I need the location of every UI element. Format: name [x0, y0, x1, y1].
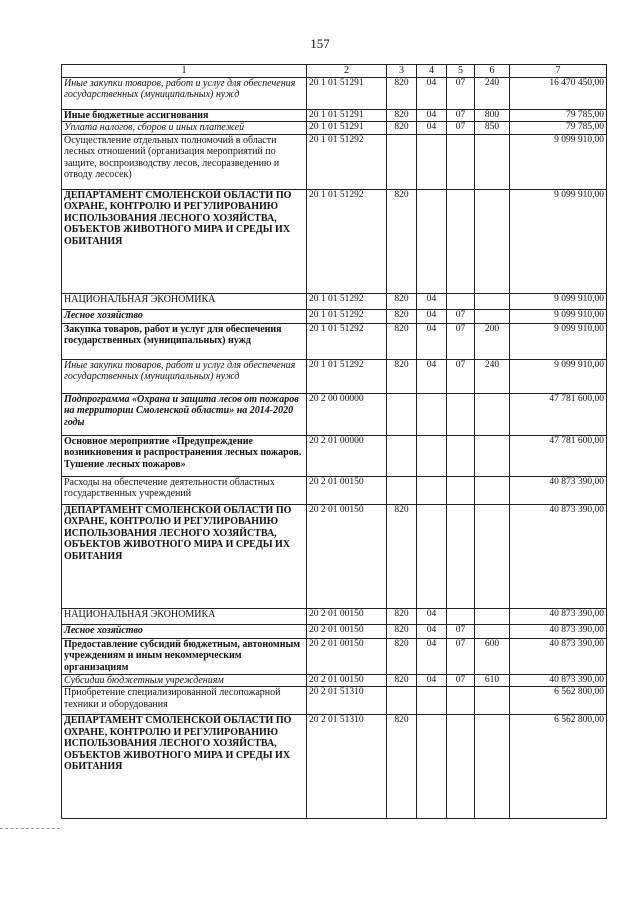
expense-type-code	[475, 687, 510, 715]
subsection-code: 07	[447, 323, 475, 359]
expense-type-code: 240	[475, 77, 510, 109]
department-code: 820	[387, 293, 417, 309]
row-name: Приобретение специализированной лесопожарной техники и оборудования	[62, 687, 307, 715]
amount: 79 785,00	[510, 109, 607, 122]
expense-type-code: 610	[475, 674, 510, 687]
row-name: Иные бюджетные ассигнования	[62, 109, 307, 122]
table-row	[62, 293, 607, 309]
table-row	[62, 309, 607, 323]
expense-type-code	[475, 393, 510, 435]
expense-type-code: 850	[475, 122, 510, 135]
expense-type-code	[475, 435, 510, 476]
subsection-code: 07	[447, 309, 475, 323]
target-article-code: 20 2 01 00150	[307, 608, 387, 624]
row-name: Иные закупки товаров, работ и услуг для обеспечения государственных (муниципальных) нужд	[62, 359, 307, 393]
section-code	[417, 504, 447, 608]
amount: 40 873 390,00	[510, 624, 607, 638]
row-name: ДЕПАРТАМЕНТ СМОЛЕНСКОЙ ОБЛАСТИ ПО ОХРАНЕ, КОНТРОЛЮ И РЕГУЛИРОВАНИЮ ИСПОЛЬЗОВАНИЯ ЛЕСНОГО ХОЗЯЙСТВА, ОБЪЕКТОВ ЖИВОТНОГО МИРА И СРЕДЫ ИХ ОБИТАНИЯ	[62, 189, 307, 293]
table-row	[62, 109, 607, 122]
column-header: 6	[475, 65, 510, 78]
table-row	[62, 359, 607, 393]
target-article-code: 20 1 01 51292	[307, 293, 387, 309]
target-article-code: 20 1 01 51292	[307, 359, 387, 393]
table-row	[62, 77, 607, 109]
department-code: 820	[387, 323, 417, 359]
subsection-code: 07	[447, 359, 475, 393]
row-name: НАЦИОНАЛЬНАЯ ЭКОНОМИКА	[62, 608, 307, 624]
target-article-code: 20 1 01 51291	[307, 109, 387, 122]
amount: 40 873 390,00	[510, 674, 607, 687]
subsection-code: 07	[447, 674, 475, 687]
department-code: 820	[387, 608, 417, 624]
target-article-code: 20 2 01 51310	[307, 715, 387, 819]
column-header: 3	[387, 65, 417, 78]
column-header: 5	[447, 65, 475, 78]
amount: 6 562 800,00	[510, 687, 607, 715]
section-code	[417, 393, 447, 435]
department-code: 820	[387, 77, 417, 109]
section-code: 04	[417, 608, 447, 624]
department-code: 820	[387, 359, 417, 393]
amount: 47 781 600,00	[510, 393, 607, 435]
section-code: 04	[417, 293, 447, 309]
target-article-code: 20 2 01 00150	[307, 504, 387, 608]
row-name: ДЕПАРТАМЕНТ СМОЛЕНСКОЙ ОБЛАСТИ ПО ОХРАНЕ, КОНТРОЛЮ И РЕГУЛИРОВАНИЮ ИСПОЛЬЗОВАНИЯ ЛЕСНОГО ХОЗЯЙСТВА, ОБЪЕКТОВ ЖИВОТНОГО МИРА И СРЕДЫ ИХ ОБИТАНИЯ	[62, 504, 307, 608]
table-row	[62, 435, 607, 476]
expense-type-code	[475, 624, 510, 638]
section-code: 04	[417, 624, 447, 638]
section-code	[417, 687, 447, 715]
amount: 9 099 910,00	[510, 189, 607, 293]
subsection-code	[447, 476, 475, 504]
section-code: 04	[417, 323, 447, 359]
subsection-code	[447, 293, 475, 309]
row-name: Основное мероприятие «Предупреждение возникновения и распространения лесных пожаров. Тушение лесных пожаров»	[62, 435, 307, 476]
section-code	[417, 189, 447, 293]
department-code: 820	[387, 109, 417, 122]
department-code: 820	[387, 309, 417, 323]
column-header: 4	[417, 65, 447, 78]
target-article-code: 20 1 01 51291	[307, 122, 387, 135]
department-code: 820	[387, 189, 417, 293]
amount: 40 873 390,00	[510, 638, 607, 674]
row-name: Уплата налогов, сборов и иных платежей	[62, 122, 307, 135]
expense-type-code	[475, 293, 510, 309]
subsection-code	[447, 134, 475, 189]
row-name: Подпрограмма «Охрана и защита лесов от пожаров на территории Смоленской области» на 2014-2020 годы	[62, 393, 307, 435]
department-code: 820	[387, 715, 417, 819]
amount: 9 099 910,00	[510, 359, 607, 393]
table-row	[62, 687, 607, 715]
section-code	[417, 476, 447, 504]
table-row	[62, 638, 607, 674]
row-name: Иные закупки товаров, работ и услуг для обеспечения государственных (муниципальных) нужд	[62, 77, 307, 109]
expense-type-code	[475, 608, 510, 624]
amount: 79 785,00	[510, 122, 607, 135]
expense-type-code	[475, 715, 510, 819]
column-header-row	[62, 65, 607, 78]
row-name: ДЕПАРТАМЕНТ СМОЛЕНСКОЙ ОБЛАСТИ ПО ОХРАНЕ, КОНТРОЛЮ И РЕГУЛИРОВАНИЮ ИСПОЛЬЗОВАНИЯ ЛЕСНОГО ХОЗЯЙСТВА, ОБЪЕКТОВ ЖИВОТНОГО МИРА И СРЕДЫ ИХ ОБИТАНИЯ	[62, 715, 307, 819]
amount: 9 099 910,00	[510, 323, 607, 359]
expense-type-code: 800	[475, 109, 510, 122]
subsection-code	[447, 435, 475, 476]
row-name: Субсидии бюджетным учреждениям	[62, 674, 307, 687]
table-row	[62, 393, 607, 435]
expense-type-code: 200	[475, 323, 510, 359]
table-row	[62, 476, 607, 504]
row-name: Лесное хозяйство	[62, 624, 307, 638]
section-code: 04	[417, 77, 447, 109]
subsection-code	[447, 504, 475, 608]
section-code: 04	[417, 674, 447, 687]
table-row	[62, 504, 607, 608]
row-name: Закупка товаров, работ и услуг для обеспечения государственных (муниципальных) нужд	[62, 323, 307, 359]
target-article-code: 20 2 01 51310	[307, 687, 387, 715]
department-code	[387, 134, 417, 189]
section-code	[417, 134, 447, 189]
target-article-code: 20 1 01 51292	[307, 309, 387, 323]
row-name: Предоставление субсидий бюджетным, автономным учреждениям и иным некоммерческим организациям	[62, 638, 307, 674]
target-article-code: 20 2 01 00150	[307, 624, 387, 638]
expense-type-code	[475, 189, 510, 293]
subsection-code	[447, 189, 475, 293]
expense-type-code	[475, 309, 510, 323]
expense-type-code: 600	[475, 638, 510, 674]
table-row	[62, 189, 607, 293]
row-name: Осуществление отдельных полномочий в области лесных отношений (организация мероприятий по защите, воспроизводству лесов, лесоразведению и отводу лесосек)	[62, 134, 307, 189]
section-code: 04	[417, 638, 447, 674]
amount: 9 099 910,00	[510, 134, 607, 189]
row-name: Расходы на обеспечение деятельности областных государственных учреждений	[62, 476, 307, 504]
table-row	[62, 608, 607, 624]
subsection-code	[447, 393, 475, 435]
budget-table	[61, 64, 607, 819]
target-article-code: 20 2 01 00150	[307, 476, 387, 504]
amount: 9 099 910,00	[510, 293, 607, 309]
amount: 40 873 390,00	[510, 504, 607, 608]
table-row	[62, 134, 607, 189]
subsection-code: 07	[447, 624, 475, 638]
amount: 40 873 390,00	[510, 608, 607, 624]
section-code: 04	[417, 359, 447, 393]
row-name: НАЦИОНАЛЬНАЯ ЭКОНОМИКА	[62, 293, 307, 309]
target-article-code: 20 1 01 51291	[307, 77, 387, 109]
section-code: 04	[417, 122, 447, 135]
target-article-code: 20 1 01 51292	[307, 323, 387, 359]
subsection-code: 07	[447, 122, 475, 135]
target-article-code: 20 2 01 00150	[307, 638, 387, 674]
expense-type-code	[475, 476, 510, 504]
page-number: 157	[310, 36, 330, 51]
target-article-code: 20 2 00 00000	[307, 393, 387, 435]
department-code: 820	[387, 638, 417, 674]
expense-type-code	[475, 504, 510, 608]
target-article-code: 20 1 01 51292	[307, 189, 387, 293]
department-code	[387, 476, 417, 504]
department-code: 820	[387, 624, 417, 638]
section-code: 04	[417, 309, 447, 323]
section-code	[417, 435, 447, 476]
amount: 40 873 390,00	[510, 476, 607, 504]
subsection-code: 07	[447, 109, 475, 122]
subsection-code: 07	[447, 77, 475, 109]
target-article-code: 20 2 01 00000	[307, 435, 387, 476]
column-header: 2	[307, 65, 387, 78]
row-name: Лесное хозяйство	[62, 309, 307, 323]
department-code	[387, 687, 417, 715]
target-article-code: 20 1 01 51292	[307, 134, 387, 189]
subsection-code	[447, 608, 475, 624]
amount: 9 099 910,00	[510, 309, 607, 323]
department-code: 820	[387, 122, 417, 135]
expense-type-code	[475, 134, 510, 189]
section-code	[417, 715, 447, 819]
column-header: 1	[62, 65, 307, 78]
subsection-code: 07	[447, 638, 475, 674]
department-code	[387, 393, 417, 435]
margin-scan-line	[0, 828, 60, 829]
target-article-code: 20 2 01 00150	[307, 674, 387, 687]
section-code: 04	[417, 109, 447, 122]
amount: 16 470 450,00	[510, 77, 607, 109]
subsection-code	[447, 687, 475, 715]
department-code	[387, 435, 417, 476]
expense-type-code: 240	[475, 359, 510, 393]
amount: 6 562 800,00	[510, 715, 607, 819]
subsection-code	[447, 715, 475, 819]
table-row	[62, 323, 607, 359]
table-row	[62, 122, 607, 135]
table-row	[62, 624, 607, 638]
table-row	[62, 674, 607, 687]
column-header: 7	[510, 65, 607, 78]
department-code: 820	[387, 674, 417, 687]
table-row	[62, 715, 607, 819]
department-code: 820	[387, 504, 417, 608]
amount: 47 781 600,00	[510, 435, 607, 476]
